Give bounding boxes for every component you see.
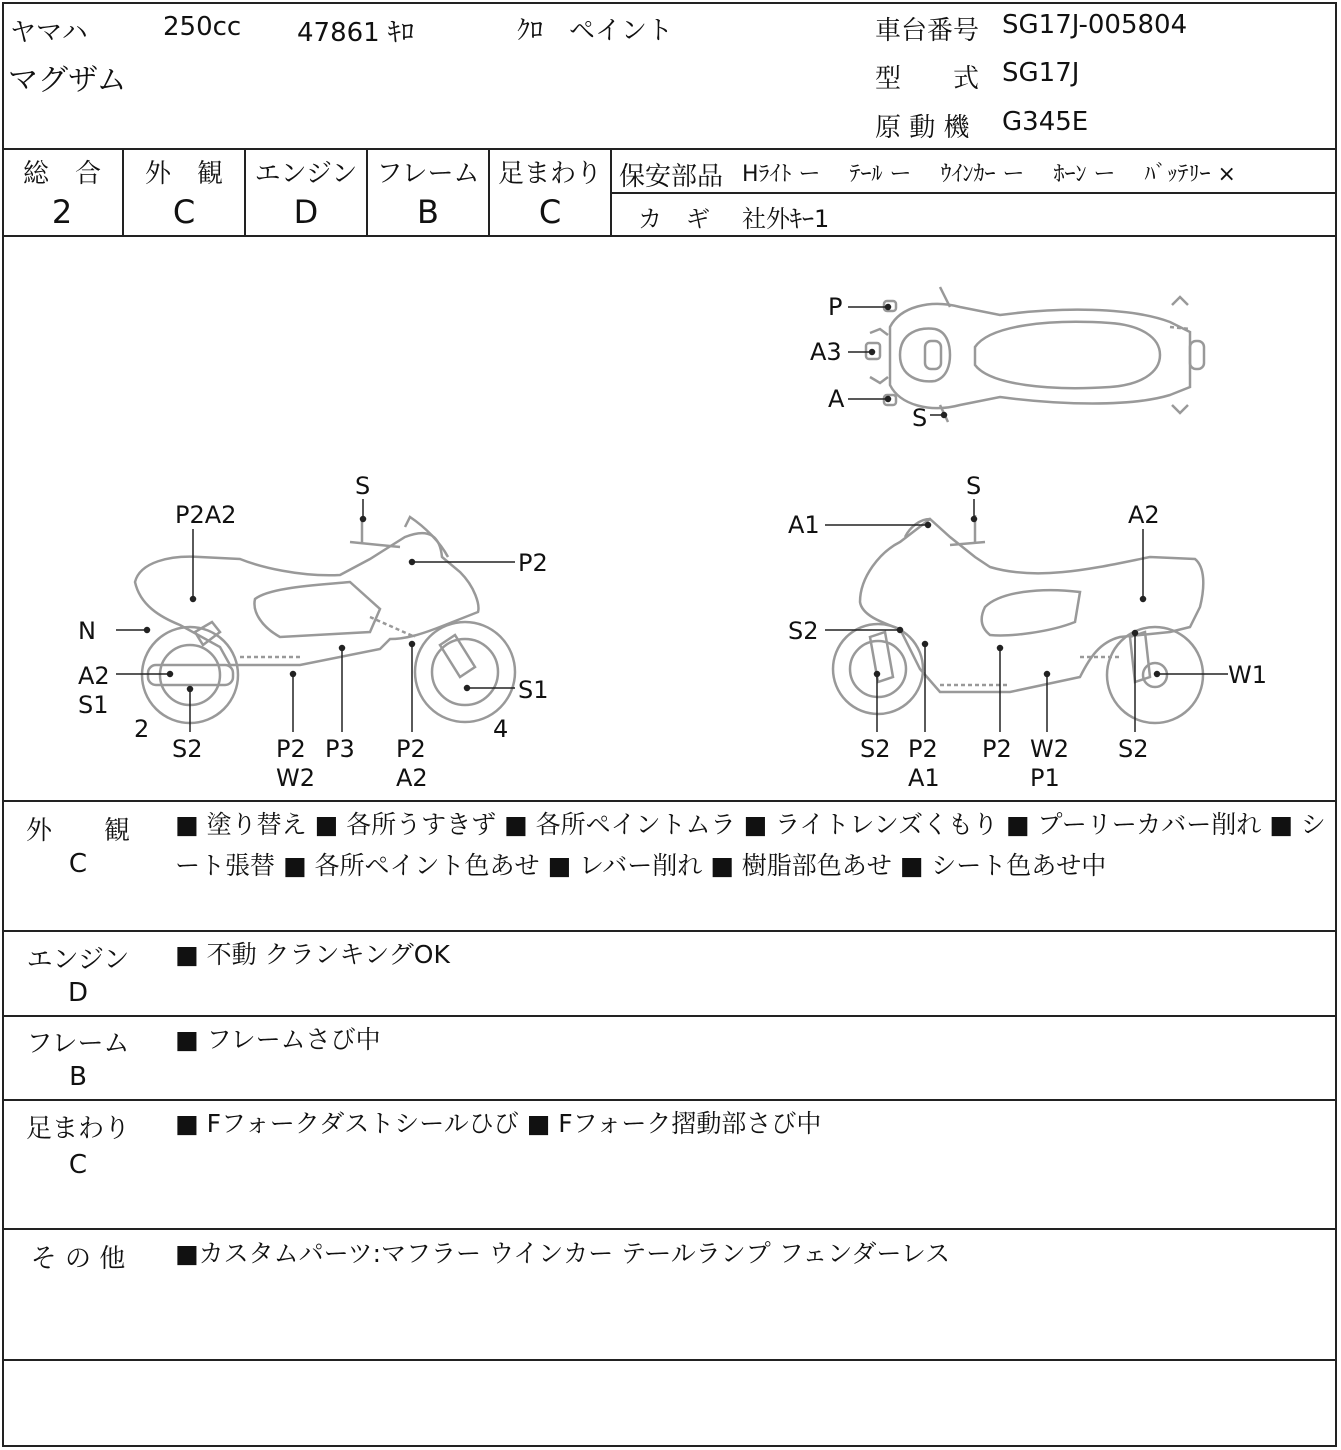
grade-value-suspension: C	[538, 193, 562, 231]
section-grade-engine: D	[67, 978, 89, 1008]
divider	[2, 800, 1337, 802]
color: ｸﾛ ペイント	[517, 16, 674, 46]
diagram-label: A2	[78, 662, 110, 690]
grade-label-overall: 総 合	[22, 159, 101, 189]
diagram-label: S	[912, 404, 928, 432]
mileage: 47861 ｷﾛ	[297, 18, 414, 48]
diagram-label: 4	[493, 715, 509, 743]
key-value: 社外ｷｰ1	[742, 205, 830, 233]
section-label-exterior: 外 観	[25, 816, 130, 846]
section-grade-exterior: C	[68, 849, 88, 879]
diagram-label: A1	[908, 764, 940, 792]
section-label-frame: フレーム	[26, 1029, 130, 1059]
diagram-label: P2	[396, 735, 426, 763]
grade-label-engine: エンジン	[254, 159, 358, 189]
diagram-label: W1	[1228, 661, 1267, 689]
engine-value: G345E	[1002, 107, 1089, 137]
diagram-label: A3	[810, 338, 842, 366]
chassis-label: 車台番号	[875, 16, 980, 46]
grade-label-exterior: 外 観	[144, 159, 223, 189]
chassis-value: SG17J-005804	[1002, 10, 1188, 40]
diagram-label: S2	[860, 735, 891, 763]
diagram-label: P2	[908, 735, 938, 763]
diagram-label: A2	[1128, 501, 1160, 529]
section-label-suspension: 足まわり	[25, 1114, 130, 1144]
divider	[2, 1015, 1337, 1017]
right-side-scooter	[833, 515, 1203, 723]
safety-label: 保安部品	[619, 162, 724, 192]
divider	[2, 1228, 1337, 1230]
diagram-label: S1	[78, 691, 109, 719]
grade-value-overall: 2	[51, 193, 73, 231]
damage-diagram	[0, 237, 1341, 800]
diagram-label: P	[828, 293, 843, 321]
diagram-label: P2A2	[175, 501, 237, 529]
key-label: カ ギ	[638, 205, 710, 233]
section-label-engine: エンジン	[26, 945, 130, 975]
diagram-label: W2	[1030, 735, 1069, 763]
diagram-label: A2	[396, 764, 428, 792]
left-side-scooter	[135, 517, 515, 723]
section-text-engine: ■ 不動 クランキングOK	[175, 940, 450, 969]
divider	[2, 1099, 1337, 1101]
section-text-other: ■カスタムパーツ:マフラー ウインカー テールランプ フェンダーレス	[175, 1239, 951, 1268]
diagram-label: S2	[172, 735, 203, 763]
diagram-label: S	[966, 472, 982, 500]
divider	[2, 930, 1337, 932]
section-text-exterior: ■ 塗り替え ■ 各所うすきず ■ 各所ペイントムラ ■ ライトレンズくもり ■ プーリーカバー削れ ■ シート張替 ■ 各所ペイント色あせ ■ レバー削れ ■ 樹脂部色あせ ■ シート色あせ中	[175, 810, 1326, 880]
section-label-other: そ の 他	[30, 1244, 126, 1274]
grade-value-engine: D	[293, 193, 319, 231]
diagram-label: P2	[518, 549, 548, 577]
safety-items: Hﾗｲﾄ ー ﾃｰﾙ ー ｳｲﾝｶｰ ー ﾎｰﾝ ー ﾊﾞｯﾃﾘｰ ×	[742, 162, 1236, 187]
diagram-label: W2	[276, 764, 315, 792]
grade-label-suspension: 足まわり	[497, 159, 602, 189]
section-grade-suspension: C	[68, 1150, 88, 1180]
diagram-label: S2	[1118, 735, 1149, 763]
diagram-label: S	[355, 472, 371, 500]
diagram-label: P3	[325, 735, 355, 763]
section-text-suspension: ■ Fフォークダストシールひび ■ Fフォーク摺動部さび中	[175, 1109, 822, 1138]
diagram-label: P2	[982, 735, 1012, 763]
section-text-frame: ■ フレームさび中	[175, 1025, 381, 1054]
diagram-label: A1	[788, 511, 820, 539]
section-grade-frame: B	[69, 1062, 87, 1092]
displacement: 250cc	[163, 12, 242, 42]
model-name: マグザム	[8, 63, 127, 98]
diagram-label: P1	[1030, 764, 1060, 792]
diagram-label: P2	[276, 735, 306, 763]
type-value: SG17J	[1002, 58, 1080, 88]
divider	[2, 1359, 1337, 1361]
diagram-label: S1	[518, 676, 549, 704]
top-view-scooter	[866, 287, 1204, 422]
grade-label-frame: フレーム	[376, 159, 480, 189]
diagram-label: N	[78, 617, 96, 645]
diagram-label: A	[828, 385, 845, 413]
maker: ヤマハ	[10, 18, 88, 48]
type-label: 型 式	[875, 64, 980, 94]
diagram-label: S2	[788, 617, 819, 645]
divider	[2, 148, 1337, 150]
engine-label: 原 動 機	[875, 113, 970, 143]
grade-value-frame: B	[417, 193, 439, 231]
grade-value-exterior: C	[172, 193, 196, 231]
diagram-label: 2	[134, 715, 150, 743]
